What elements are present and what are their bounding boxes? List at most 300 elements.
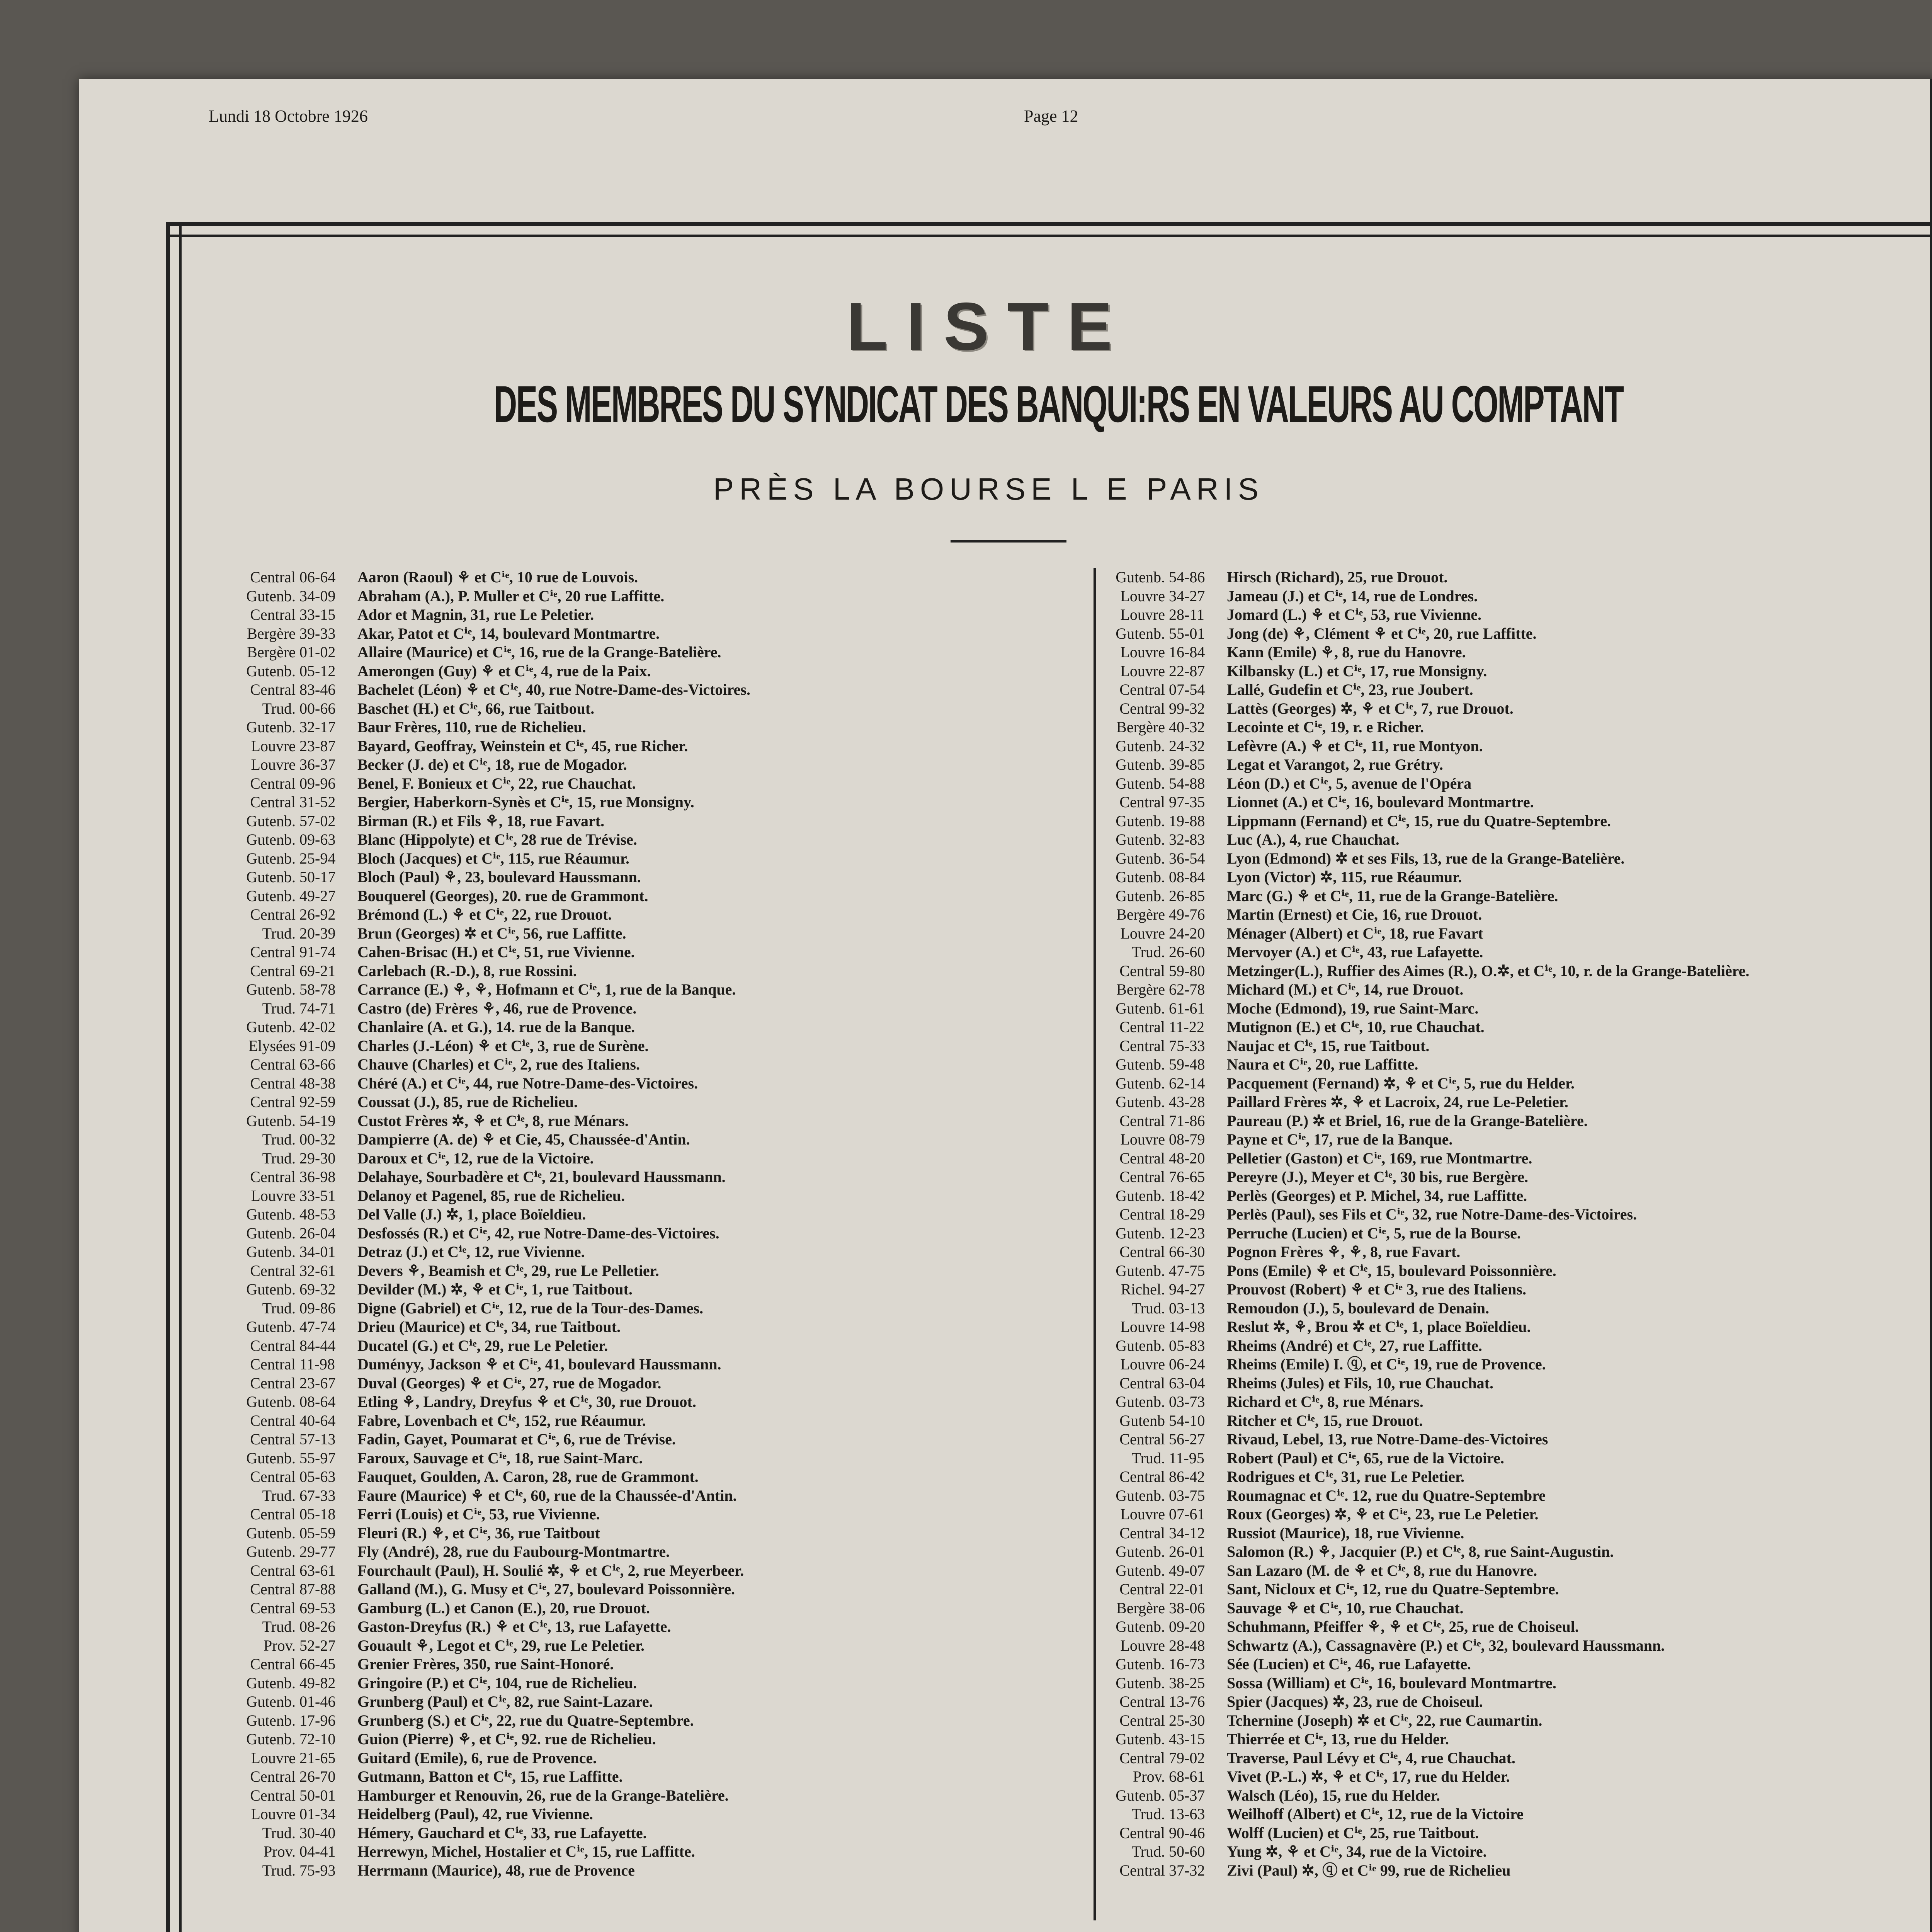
member-row — [1101, 1861, 1913, 1880]
member-row — [1101, 924, 1913, 943]
member-phone: 34-27 — [1169, 587, 1205, 605]
member-row — [232, 1318, 1090, 1337]
member-exchange: Gutenb. — [1116, 1224, 1165, 1242]
member-exchange: Louvre — [1120, 662, 1165, 680]
member-name: Vivet (P.-L.) ✲, ⚘ et Cⁱᵉ, 17, rue du Helder. — [1227, 1768, 1510, 1785]
member-phone: 19-88 — [1169, 812, 1205, 830]
member-phone: 39-33 — [299, 624, 336, 642]
member-row — [1101, 1412, 1913, 1430]
member-name: Sant, Nicloux et Cⁱᵉ, 12, rue du Quatre-Septembre. — [1227, 1580, 1559, 1598]
member-phone: 50-60 — [1169, 1843, 1205, 1860]
member-name: Lecointe et Cⁱᵉ, 19, r. e Richer. — [1227, 718, 1424, 736]
member-row — [232, 1168, 1090, 1187]
member-row — [1101, 1674, 1913, 1693]
member-phone: 38-25 — [1169, 1674, 1205, 1692]
member-name: Birman (R.) et Fils ⚘, 18, rue Favart. — [357, 812, 605, 830]
member-name: Fourchault (Paul), H. Soulié ✲, ⚘ et Cⁱᵉ, 2, rue Meyerbeer. — [357, 1561, 744, 1579]
member-row — [232, 812, 1090, 831]
member-row — [1101, 1824, 1913, 1843]
member-phone: 21-65 — [299, 1749, 336, 1767]
member-exchange: Gutenb. — [1116, 1786, 1165, 1804]
member-exchange: Central — [1119, 1374, 1165, 1392]
member-name: Perlès (Georges) et P. Michel, 34, rue Laffitte. — [1227, 1187, 1527, 1204]
member-phone: 11-98 — [299, 1355, 335, 1373]
member-row — [232, 1861, 1090, 1880]
member-name: Custot Frères ✲, ⚘ et Cⁱᵉ, 8, rue Ménars. — [357, 1112, 629, 1129]
member-name: Lippmann (Fernand) et Cⁱᵉ, 15, rue du Quatre-Septembre. — [1227, 812, 1611, 830]
member-exchange: Louvre — [251, 1805, 296, 1823]
member-exchange: Bergère — [247, 624, 296, 642]
member-exchange: Louvre — [1120, 1505, 1165, 1523]
member-phone: 69-32 — [299, 1281, 336, 1298]
member-exchange: Trud. — [1131, 1449, 1165, 1467]
member-name: Sauvage ⚘ et Cⁱᵉ, 10, rue Chauchat. — [1227, 1599, 1464, 1617]
member-row — [232, 1505, 1090, 1524]
member-name: Coussat (J.), 85, rue de Richelieu. — [357, 1093, 578, 1111]
member-name: Devers ⚘, Beamish et Cⁱᵉ, 29, rue Le Pelletier. — [357, 1262, 659, 1279]
member-name: Chanlaire (A. et G.), 14. rue de la Banque. — [357, 1018, 635, 1036]
member-phone: 08-26 — [299, 1618, 336, 1635]
member-phone: 20-39 — [299, 924, 336, 942]
member-phone: 66-30 — [1169, 1243, 1205, 1260]
member-exchange: Louvre — [251, 1187, 296, 1204]
header-page-number: Page 12 — [1024, 107, 1078, 126]
member-exchange: Central — [1119, 1018, 1165, 1036]
member-row — [232, 980, 1090, 999]
member-exchange: Trud. — [262, 1299, 296, 1317]
member-row — [232, 905, 1090, 924]
member-phone: 25-30 — [1169, 1711, 1205, 1729]
member-phone: 63-61 — [299, 1561, 336, 1579]
member-exchange: Gutenb. — [1116, 1093, 1165, 1111]
member-exchange: Central — [250, 943, 296, 961]
member-name: Paillard Frères ✲, ⚘ et Lacroix, 24, rue Le-Peletier. — [1227, 1093, 1568, 1111]
member-row — [1101, 737, 1913, 756]
member-phone: 03-13 — [1169, 1299, 1205, 1317]
member-exchange: Trud. — [262, 924, 296, 942]
member-exchange: Central — [1119, 1524, 1165, 1542]
member-name: Schwartz (A.), Cassagnavère (P.) et Cⁱᵉ, 32, boulevard Haussmann. — [1227, 1636, 1665, 1654]
member-row — [232, 1187, 1090, 1206]
member-phone: 36-37 — [299, 756, 336, 773]
member-exchange: Gutenb. — [246, 1206, 296, 1223]
member-exchange: Bergère — [247, 643, 296, 661]
member-name: Daroux et Cⁱᵉ, 12, rue de la Victoire. — [357, 1149, 594, 1167]
member-phone: 26-04 — [299, 1224, 336, 1242]
member-exchange: Gutenb. — [246, 1112, 296, 1129]
member-name: Kilbansky (L.) et Cⁱᵉ, 17, rue Monsigny. — [1227, 662, 1487, 680]
member-name: Guitard (Emile), 6, rue de Provence. — [357, 1749, 597, 1767]
member-row — [232, 1224, 1090, 1243]
member-name: Bouquerel (Georges), 20. rue de Grammont. — [357, 887, 648, 905]
member-phone: 23-67 — [299, 1374, 336, 1392]
member-phone: 03-75 — [1169, 1486, 1205, 1504]
member-name: Detraz (J.) et Cⁱᵉ, 12, rue Vivienne. — [357, 1243, 585, 1260]
member-name: Pacquement (Fernand) ✲, ⚘ et Cⁱᵉ, 5, rue du Helder. — [1227, 1074, 1575, 1092]
member-row — [1101, 943, 1913, 962]
member-row — [232, 1149, 1090, 1168]
member-row — [232, 1374, 1090, 1393]
member-row — [1101, 812, 1913, 831]
member-exchange: Gutenb. — [1116, 1655, 1165, 1673]
member-name: Devilder (M.) ✲, ⚘ et Cⁱᵉ, 1, rue Taitbout. — [357, 1281, 633, 1298]
member-phone: 32-17 — [299, 718, 336, 736]
member-phone: 16-84 — [1169, 643, 1205, 661]
member-row — [1101, 1599, 1913, 1618]
member-row — [1101, 1355, 1913, 1374]
member-phone: 92-59 — [299, 1093, 336, 1111]
member-phone: 37-32 — [1169, 1861, 1205, 1879]
member-name: Paureau (P.) ✲ et Briel, 16, rue de la Grange-Batelière. — [1227, 1112, 1588, 1129]
member-phone: 26-60 — [1169, 943, 1205, 961]
member-exchange: Gutenb. — [1116, 774, 1165, 792]
member-phone: 91-74 — [299, 943, 336, 961]
member-phone: 67-33 — [299, 1486, 336, 1504]
member-phone: 04-41 — [299, 1843, 336, 1860]
member-name: Fly (André), 28, rue du Faubourg-Montmartre. — [357, 1543, 670, 1560]
member-row — [232, 887, 1090, 906]
member-exchange: Gutenb. — [246, 1674, 296, 1692]
member-name: Faure (Maurice) ⚘ et Cⁱᵉ, 60, rue de la Chaussée-d'Antin. — [357, 1486, 737, 1504]
member-name: Ferri (Louis) et Cⁱᵉ, 53, rue Vivienne. — [357, 1505, 600, 1523]
member-name: Weilhoff (Albert) et Cⁱᵉ, 12, rue de la Victoire — [1227, 1805, 1524, 1823]
member-exchange: Trud. — [1131, 943, 1165, 961]
member-phone: 09-86 — [299, 1299, 336, 1317]
member-name: Herrmann (Maurice), 48, rue de Provence — [357, 1861, 635, 1879]
member-phone: 08-79 — [1169, 1131, 1205, 1148]
member-name: Guion (Pierre) ⚘, et Cⁱᵉ, 92. rue de Richelieu. — [357, 1730, 656, 1748]
member-row — [1101, 1393, 1913, 1412]
member-phone: 76-65 — [1169, 1168, 1205, 1185]
member-phone: 09-20 — [1169, 1618, 1205, 1635]
member-exchange: Richel. — [1121, 1281, 1165, 1298]
member-row — [1101, 1337, 1913, 1355]
member-row — [232, 1580, 1090, 1599]
member-phone: 61-61 — [1169, 999, 1205, 1017]
member-name: Ménager (Albert) et Cⁱᵉ, 18, rue Favart — [1227, 924, 1483, 942]
member-phone: 05-63 — [299, 1468, 336, 1485]
member-name: Roumagnac et Cⁱᵉ. 12, rue du Quatre-Septembre — [1227, 1486, 1546, 1504]
members-list-right — [1101, 568, 1913, 1880]
member-exchange: Gutenb. — [1116, 812, 1165, 830]
member-exchange: Gutenb. — [246, 1393, 296, 1410]
member-row — [232, 1468, 1090, 1486]
member-exchange: Trud. — [262, 1131, 296, 1148]
member-phone: 63-66 — [299, 1056, 336, 1073]
member-row — [232, 1692, 1090, 1711]
member-row — [232, 1262, 1090, 1281]
member-row — [1101, 718, 1913, 737]
member-row — [1101, 1580, 1913, 1599]
member-name: Becker (J. de) et Cⁱᵉ, 18, rue de Mogador. — [357, 756, 627, 773]
member-name: Jong (de) ⚘, Clément ⚘ et Cⁱᵉ, 20, rue Laffitte. — [1227, 624, 1537, 642]
member-name: Benel, F. Bonieux et Cⁱᵉ, 22, rue Chauchat. — [357, 774, 636, 792]
member-row — [232, 1599, 1090, 1618]
member-exchange: Gutenb. — [246, 1543, 296, 1560]
member-row — [1101, 1505, 1913, 1524]
member-row — [232, 1824, 1090, 1843]
member-exchange: Gutenb. — [246, 868, 296, 886]
member-exchange: Central — [1119, 1861, 1165, 1879]
member-phone: 75-93 — [299, 1861, 336, 1879]
member-exchange: Trud. — [1131, 1299, 1165, 1317]
member-name: Gringoire (P.) et Cⁱᵉ, 104, rue de Richelieu. — [357, 1674, 637, 1692]
member-exchange: Louvre — [1120, 606, 1165, 623]
member-phone: 11-95 — [1169, 1449, 1204, 1467]
member-phone: 23-87 — [299, 737, 336, 755]
member-exchange: Central — [1119, 1168, 1165, 1185]
member-name: Pereyre (J.), Meyer et Cⁱᵉ, 30 bis, rue Bergère. — [1227, 1168, 1528, 1185]
member-name: Yung ✲, ⚘ et Cⁱᵉ, 34, rue de la Victoire. — [1227, 1843, 1487, 1860]
member-exchange: Gutenb. — [1116, 1262, 1165, 1279]
member-row — [1101, 1692, 1913, 1711]
member-name: Marc (G.) ⚘ et Cⁱᵉ, 11, rue de la Grange-Batelière. — [1227, 887, 1558, 905]
member-phone: 55-97 — [299, 1449, 336, 1467]
member-name: Pons (Emile) ⚘ et Cⁱᵉ, 15, boulevard Poissonnière. — [1227, 1262, 1556, 1279]
member-row — [232, 1524, 1090, 1543]
title-main: DES MEMBRES DU SYNDICAT DES BANQUI:RS EN VALEURS AU COMPTANT — [494, 376, 1623, 433]
member-phone: 17-96 — [299, 1711, 336, 1729]
member-row — [1101, 624, 1913, 643]
member-exchange: Gutenb. — [246, 1693, 296, 1710]
member-phone: 32-61 — [299, 1262, 336, 1279]
member-row — [232, 718, 1090, 737]
member-exchange: Trud. — [262, 1618, 296, 1635]
member-name: Carrance (E.) ⚘, ⚘, Hofmann et Cⁱᵉ, 1, rue de la Banque. — [357, 981, 736, 998]
member-name: Kann (Emile) ⚘, 8, rue du Hanovre. — [1227, 643, 1466, 661]
member-name: Perlès (Paul), ses Fils et Cⁱᵉ, 32, rue Notre-Dame-des-Victoires. — [1227, 1206, 1637, 1223]
member-phone: 24-20 — [1169, 924, 1205, 942]
member-row — [1101, 1093, 1913, 1112]
member-name: Lyon (Edmond) ✲ et ses Fils, 13, rue de la Grange-Batelière. — [1227, 849, 1625, 867]
member-phone: 56-27 — [1169, 1430, 1205, 1448]
member-name: Rivaud, Lebel, 13, rue Notre-Dame-des-Victoires — [1227, 1430, 1548, 1448]
member-exchange: Gutenb. — [1116, 849, 1165, 867]
member-phone: 87-88 — [299, 1580, 336, 1598]
member-phone: 33-51 — [299, 1187, 336, 1204]
member-phone: 31-52 — [299, 793, 336, 811]
member-phone: 54-86 — [1169, 568, 1205, 586]
member-row — [232, 1337, 1090, 1355]
member-exchange: Central — [1119, 1149, 1165, 1167]
member-row — [1101, 1243, 1913, 1262]
member-name: Hamburger et Renouvin, 26, rue de la Grange-Batelière. — [357, 1786, 729, 1804]
member-name: Ador et Magnin, 31, rue Le Peletier. — [357, 606, 594, 623]
member-row — [232, 1412, 1090, 1430]
member-row — [232, 1655, 1090, 1674]
member-name: Wolff (Lucien) et Cⁱᵉ, 25, rue Taitbout. — [1227, 1824, 1479, 1842]
member-exchange: Gutenb. — [1116, 1187, 1165, 1204]
member-row — [1101, 1374, 1913, 1393]
member-name: Naura et Cⁱᵉ, 20, rue Laffitte. — [1227, 1056, 1418, 1073]
member-phone: 26-92 — [299, 906, 336, 923]
member-exchange: Central — [1119, 1430, 1165, 1448]
member-exchange: Central — [250, 1505, 296, 1523]
member-phone: 06-64 — [299, 568, 336, 586]
member-row — [232, 755, 1090, 774]
member-row — [1101, 1524, 1913, 1543]
member-exchange: Central — [1119, 1711, 1165, 1729]
member-phone: 25-94 — [299, 849, 336, 867]
member-row — [232, 1393, 1090, 1412]
member-row — [1101, 680, 1913, 699]
member-row — [1101, 1262, 1913, 1281]
member-name: Lefèvre (A.) ⚘ et Cⁱᵉ, 11, rue Montyon. — [1227, 737, 1483, 755]
member-name: Legat et Varangot, 2, rue Grétry. — [1227, 756, 1443, 773]
member-name: Payne et Cⁱᵉ, 17, rue de la Banque. — [1227, 1131, 1453, 1148]
member-exchange: Gutenb. — [246, 887, 296, 905]
member-name: Michard (M.) et Cⁱᵉ, 14, rue Drouot. — [1227, 981, 1464, 998]
member-row — [232, 1486, 1090, 1505]
member-exchange: Central — [250, 1580, 296, 1598]
member-name: Chauve (Charles) et Cⁱᵉ, 2, rue des Italiens. — [357, 1056, 640, 1073]
member-exchange: Central — [250, 1561, 296, 1579]
member-phone: 06-24 — [1169, 1355, 1205, 1373]
member-name: Ritcher et Cⁱᵉ, 15, rue Drouot. — [1227, 1412, 1423, 1429]
member-exchange: Central — [250, 1768, 296, 1785]
member-name: Herrewyn, Michel, Hostalier et Cⁱᵉ, 15, rue Laffitte. — [357, 1843, 695, 1860]
member-exchange: Central — [1119, 1206, 1165, 1223]
member-name: Blanc (Hippolyte) et Cⁱᵉ, 28 rue de Trévise. — [357, 831, 637, 848]
member-row — [1101, 568, 1913, 587]
member-phone: 49-82 — [299, 1674, 336, 1692]
member-exchange: Central — [1119, 1693, 1165, 1710]
member-name: Chéré (A.) et Cⁱᵉ, 44, rue Notre-Dame-des-Victoires. — [357, 1074, 698, 1092]
member-row — [232, 1093, 1090, 1112]
member-phone: 18-42 — [1169, 1187, 1205, 1204]
member-exchange: Central — [1119, 1112, 1165, 1129]
member-phone: 22-87 — [1169, 662, 1205, 680]
member-exchange: Central — [250, 962, 296, 980]
member-exchange: Louvre — [1120, 1355, 1165, 1373]
member-name: Zivi (Paul) ✲, ⓠ et Cⁱᵉ 99, rue de Richelieu — [1227, 1861, 1511, 1879]
member-phone: 86-42 — [1169, 1468, 1205, 1485]
member-phone: 33-15 — [299, 606, 336, 623]
member-phone: 14-98 — [1169, 1318, 1205, 1335]
member-row — [1101, 887, 1913, 906]
member-row — [1101, 605, 1913, 624]
member-name: Lyon (Victor) ✲, 115, rue Réaumur. — [1227, 868, 1462, 886]
member-exchange: Gutenb. — [1116, 756, 1165, 773]
member-phone: 59-48 — [1169, 1056, 1205, 1073]
member-name: Richard et Cⁱᵉ, 8, rue Ménars. — [1227, 1393, 1423, 1410]
member-name: Moche (Edmond), 19, rue Saint-Marc. — [1227, 999, 1479, 1017]
member-name: Brun (Georges) ✲ et Cⁱᵉ, 56, rue Laffitte. — [357, 924, 626, 942]
member-name: Heidelberg (Paul), 42, rue Vivienne. — [357, 1805, 593, 1823]
member-row — [1101, 662, 1913, 681]
member-row — [1101, 999, 1913, 1018]
member-name: Ducatel (G.) et Cⁱᵉ, 29, rue Le Peletier. — [357, 1337, 608, 1354]
member-name: San Lazaro (M. de ⚘ et Cⁱᵉ, 8, rue du Hanovre. — [1227, 1561, 1537, 1579]
member-exchange: Trud. — [262, 1861, 296, 1879]
member-name: Roux (Georges) ✲, ⚘ et Cⁱᵉ, 23, rue Le Peletier. — [1227, 1505, 1539, 1523]
member-exchange: Gutenb. — [246, 1524, 296, 1542]
member-exchange: Gutenb. — [246, 831, 296, 848]
member-phone: 05-37 — [1169, 1786, 1205, 1804]
member-row — [1101, 1224, 1913, 1243]
member-name: Lionnet (A.) et Cⁱᵉ, 16, boulevard Montmartre. — [1227, 793, 1534, 811]
member-phone: 48-20 — [1169, 1149, 1205, 1167]
member-exchange: Gutenb. — [1116, 868, 1165, 886]
member-exchange: Gutenb. — [246, 981, 296, 998]
member-exchange: Gutenb. — [1116, 1618, 1165, 1635]
member-row — [232, 1786, 1090, 1805]
member-name: Sossa (William) et Cⁱᵉ, 16, boulevard Montmartre. — [1227, 1674, 1556, 1692]
member-phone: 05-12 — [299, 662, 336, 680]
member-name: Bergier, Haberkorn-Synès et Cⁱᵉ, 15, rue Monsigny. — [357, 793, 694, 811]
member-name: Russiot (Maurice), 18, rue Vivienne. — [1227, 1524, 1464, 1542]
member-row — [1101, 1280, 1913, 1299]
member-row — [1101, 980, 1913, 999]
member-name: Drieu (Maurice) et Cⁱᵉ, 34, rue Taitbout. — [357, 1318, 621, 1335]
member-row — [232, 1636, 1090, 1655]
member-name: Cahen-Brisac (H.) et Cⁱᵉ, 51, rue Vivienne. — [357, 943, 635, 961]
member-phone: 07-61 — [1169, 1505, 1205, 1523]
member-exchange: Central — [1119, 1468, 1165, 1485]
member-row — [232, 662, 1090, 681]
member-exchange: Central — [1119, 681, 1165, 698]
member-row — [1101, 1486, 1913, 1505]
member-phone: 13-63 — [1169, 1805, 1205, 1823]
member-phone: 29-30 — [299, 1149, 336, 1167]
member-name: Pognon Frères ⚘, ⚘, 8, rue Favart. — [1227, 1243, 1461, 1260]
member-exchange: Central — [250, 1786, 296, 1804]
member-row — [1101, 1149, 1913, 1168]
member-row — [1101, 1561, 1913, 1580]
member-row — [232, 999, 1090, 1018]
member-row — [232, 793, 1090, 812]
member-exchange: Central — [250, 793, 296, 811]
member-phone: 54-19 — [299, 1112, 336, 1129]
member-exchange: Gutenb. — [1116, 1337, 1165, 1354]
member-phone: 08-84 — [1169, 868, 1205, 886]
member-name: Dampierre (A. de) ⚘ et Cie, 45, Chaussée-d'Antin. — [357, 1131, 690, 1148]
member-name: Akar, Patot et Cⁱᵉ, 14, boulevard Montmartre. — [357, 624, 660, 642]
member-name: Fabre, Lovenbach et Cⁱᵉ, 152, rue Réaumur. — [357, 1412, 646, 1429]
member-phone: 48-53 — [299, 1206, 336, 1223]
member-name: Rodrigues et Cⁱᵉ, 31, rue Le Peletier. — [1227, 1468, 1464, 1485]
member-row — [232, 1711, 1090, 1730]
member-phone: 00-32 — [299, 1131, 336, 1148]
member-phone: 34-09 — [299, 587, 336, 605]
member-name: Rheims (André) et Cⁱᵉ, 27, rue Laffitte. — [1227, 1337, 1482, 1354]
member-phone: 58-78 — [299, 981, 336, 998]
member-phone: 13-76 — [1169, 1693, 1205, 1710]
member-phone: 72-10 — [299, 1730, 336, 1748]
member-name: Aaron (Raoul) ⚘ et Cⁱᵉ, 10 rue de Louvois. — [357, 568, 638, 586]
member-phone: 50-17 — [299, 868, 336, 886]
member-phone: 24-32 — [1169, 737, 1205, 755]
member-row — [1101, 868, 1913, 887]
member-row — [1101, 1205, 1913, 1224]
member-phone: 69-53 — [299, 1599, 336, 1617]
member-phone: 05-83 — [1169, 1337, 1205, 1354]
member-row — [232, 1037, 1090, 1056]
member-phone: 42-02 — [299, 1018, 336, 1036]
member-name: Lallé, Gudefin et Cⁱᵉ, 23, rue Joubert. — [1227, 681, 1473, 698]
member-exchange: Gutenb. — [1116, 831, 1165, 848]
member-exchange: Gutenb. — [246, 662, 296, 680]
member-exchange: Gutenb. — [246, 1224, 296, 1242]
member-exchange: Elysées — [248, 1037, 296, 1054]
member-phone: 74-71 — [299, 999, 336, 1017]
member-exchange: Central — [250, 1262, 296, 1279]
member-row — [1101, 1168, 1913, 1187]
member-exchange: Central — [250, 1074, 296, 1092]
member-exchange: Central — [1119, 1037, 1165, 1054]
member-name: Grenier Frères, 350, rue Saint-Honoré. — [357, 1655, 614, 1673]
member-phone: 50-01 — [299, 1786, 336, 1804]
